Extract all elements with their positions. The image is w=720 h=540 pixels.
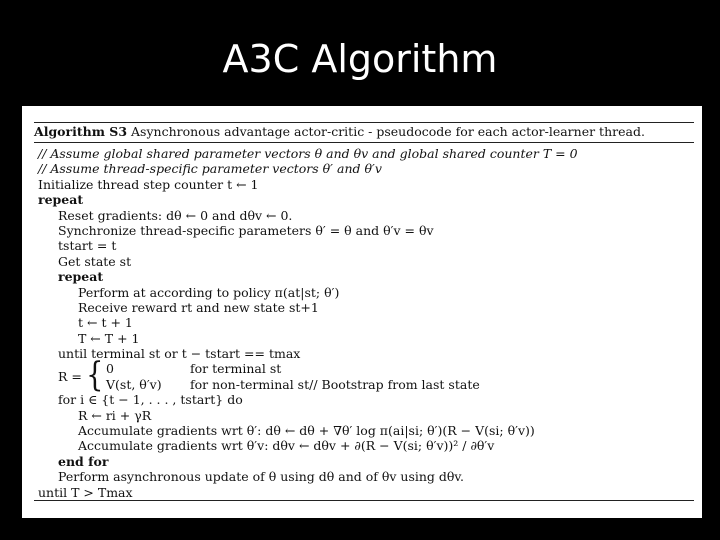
until-terminal-line: until terminal st or t − tstart == tmax xyxy=(58,346,301,362)
case-nonterminal-value: V(st, θ′v) xyxy=(106,376,162,392)
synchronize-line: Synchronize thread-specific parameters θ′ = θ and θ′v = θv xyxy=(58,222,434,238)
return-lhs: R = xyxy=(58,369,82,385)
algorithm-box xyxy=(22,106,702,518)
increment-t-line: t ← t + 1 xyxy=(78,315,133,331)
brace-glyph: { xyxy=(86,355,104,396)
until-Tmax-line: until T > Tmax xyxy=(38,484,133,500)
case-terminal-condition: for terminal st xyxy=(190,361,282,377)
comment-line-global: // Assume global shared parameter vectors θ and θv and global shared counter T = 0 xyxy=(38,146,578,161)
init-line: Initialize thread step counter t ← 1 xyxy=(38,176,259,192)
perform-action-line: Perform at according to policy π(at|st; θ′) xyxy=(78,284,340,300)
end-for-keyword: end for xyxy=(58,453,109,469)
tstart-line: tstart = t xyxy=(58,238,117,254)
algorithm-header xyxy=(34,122,694,143)
case-terminal-value: 0 xyxy=(106,361,114,377)
accumulate-policy-gradients-line: Accumulate gradients wrt θ′: dθ ← dθ + ∇θ′ log π(ai|si; θ′)(R − V(si; θ′v)) xyxy=(78,423,535,439)
inner-repeat-keyword: repeat xyxy=(58,269,104,285)
bottom-rule xyxy=(34,500,694,501)
algorithm-caption: Asynchronous advantage actor-critic - pseudocode for each actor-learner thread. xyxy=(131,124,645,139)
accumulate-value-gradients-line: Accumulate gradients wrt θ′v: dθv ← dθv + ∂(R − V(si; θ′v))² / ∂θ′v xyxy=(78,438,495,454)
repeat-keyword: repeat xyxy=(38,192,84,208)
increment-T-line: T ← T + 1 xyxy=(78,330,140,346)
algorithm-body xyxy=(34,146,694,500)
case-nonterminal-condition: for non-terminal st// Bootstrap from last state xyxy=(190,376,480,392)
slide-title: A3C Algorithm xyxy=(222,37,498,81)
get-state-line: Get state st xyxy=(58,253,132,269)
comment-line-thread: // Assume thread-specific parameter vectors θ′ and θ′v xyxy=(38,161,382,177)
return-update-line: R ← ri + γR xyxy=(78,407,152,423)
async-update-line: Perform asynchronous update of θ using dθ and of θv using dθv. xyxy=(58,469,464,485)
return-init-cases xyxy=(34,355,694,396)
receive-reward-line: Receive reward rt and new state st+1 xyxy=(78,299,319,315)
reset-gradients-line: Reset gradients: dθ ← 0 and dθv ← 0. xyxy=(58,207,293,223)
for-loop-line: for i ∈ {t − 1, . . . , tstart} do xyxy=(58,392,243,408)
algorithm-label: Algorithm S3 xyxy=(34,124,128,139)
